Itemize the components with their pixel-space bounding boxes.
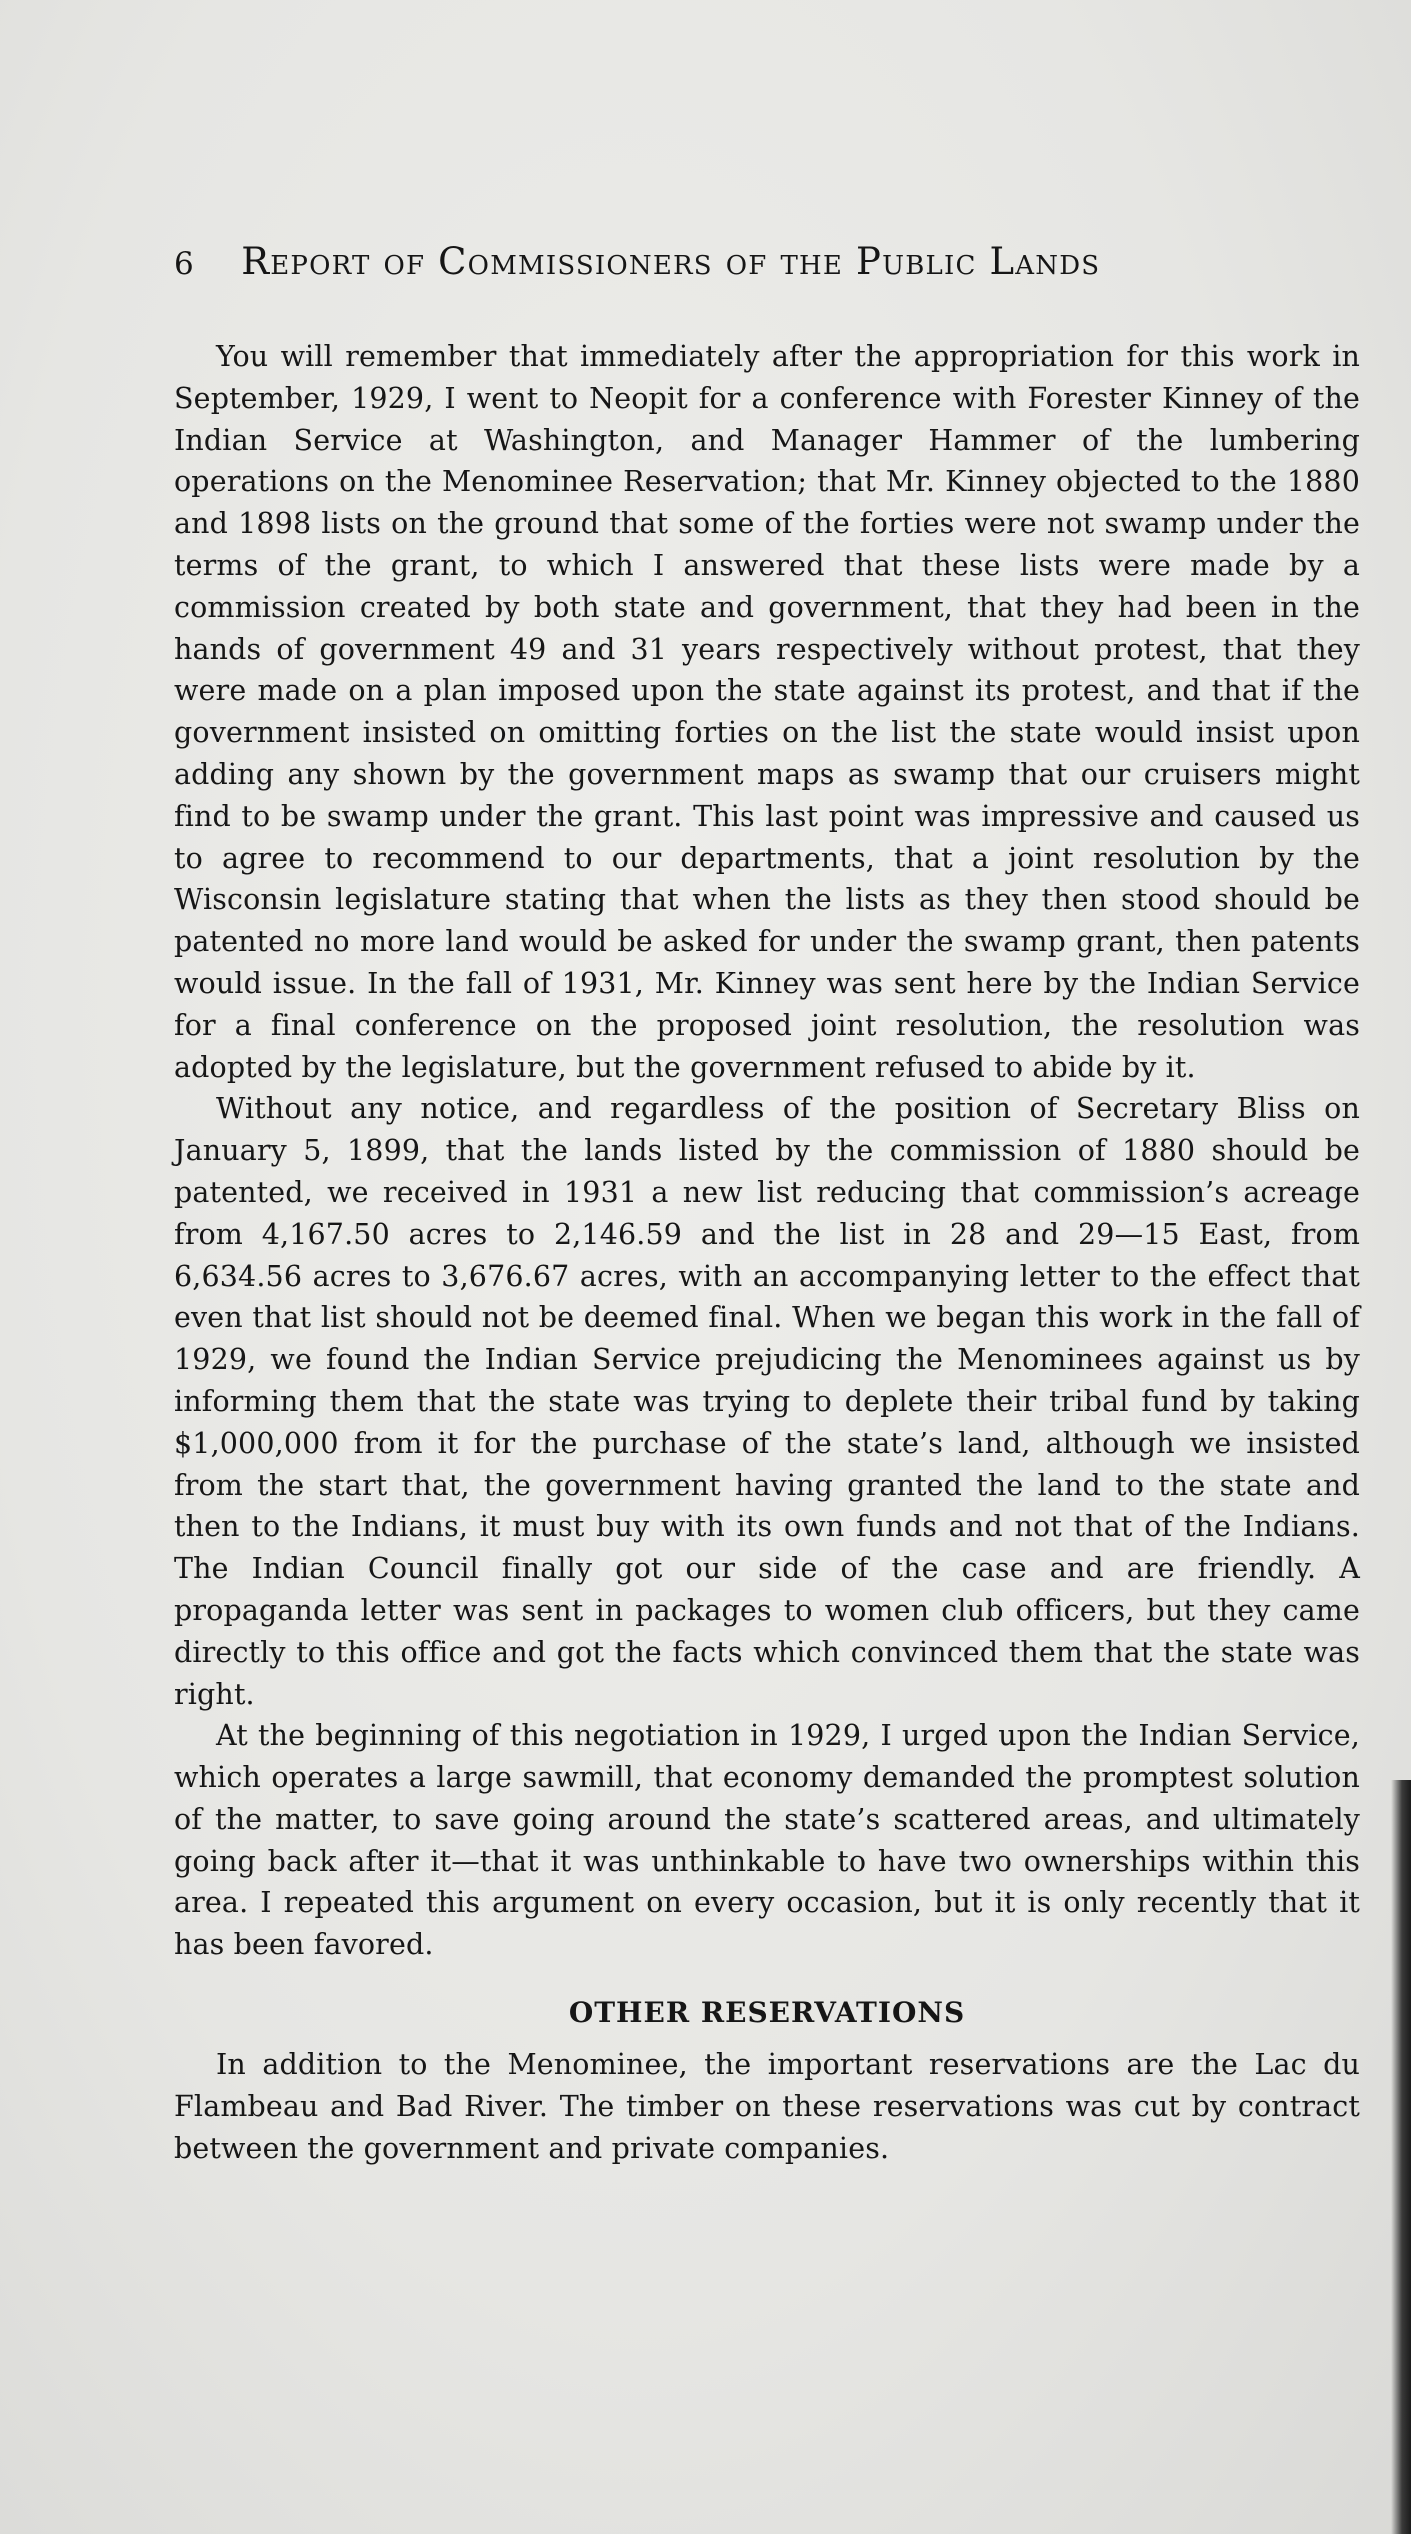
paragraph: In addition to the Menominee, the important reservations are the Lac du Flambeau and Bad River. The timber on these reservations was cut by contract between the government and private companies. (174, 2048, 1360, 2165)
paragraph: Without any notice, and regardless of the position of Secretary Bliss on January 5, 1899, that the lands listed by the commission of 1880 should be patented, we received in 1931 a new list reducing that commission’s acreage from 4,167.50 acres to 2,146.59 and the list in 28 and 29—15 East, from 6,634.56 acres to 3,676.67 acres, with an accompanying letter to the effect that even that list should not be deemed final. When we began this work in the fall of 1929, we found the Indian Service prejudicing the Menominees against us by informing them that the state was trying to deplete their tribal fund by taking $1,000,000 from it for the purchase of the state’s land, although we insisted from the start that, the government having granted the land to the state and then to the Indians, it must buy with its own funds and not that of the Indians. The Indian Council finally got our side of the case and are friendly. A propaganda letter was sent in packages to women club officers, but they came directly to this office and got the facts which convinced them that the state was right. (174, 1092, 1360, 1711)
body-text (174, 336, 1360, 2169)
page-edge-shadow (1391, 1780, 1411, 2534)
running-title: Report of Commissioners of the Public Lands (241, 240, 1101, 283)
page-number: 6 (174, 246, 195, 282)
page-header (174, 240, 1294, 290)
paragraph: At the beginning of this negotiation in 1929, I urged upon the Indian Service, which operates a large sawmill, that economy demanded the promptest solution of the matter, to save going around the state’s scattered areas, and ultimately going back after it—that it was unthinkable to have two ownerships within this area. I repeated this argument on every occasion, but it is only recently that it has been favored. (174, 1719, 1360, 1962)
section-heading: OTHER RESERVATIONS (568, 1996, 966, 2030)
paragraph: You will remember that immediately after the appropriation for this work in September, 1929, I went to Neopit for a conference with Forester Kinney of the Indian Service at Washington, and Manager Hammer of the lumbering operations on the Menominee Reservation; that Mr. Kinney objected to the 1880 and 1898 lists on the ground that some of the forties were not swamp under the terms of the grant, to which I answered that these lists were made by a commission created by both state and government, that they had been in the hands of government 49 and 31 years respectively without protest, that they were made on a plan imposed upon the state against its protest, and that if the government insisted on omitting forties on the list the state would insist upon adding any shown by the government maps as swamp that our cruisers might find to be swamp under the grant. This last point was impressive and caused us to agree to recommend to our departments, that a joint resolution by the Wisconsin legislature stating that when the lists as they then stood should be patented no more land would be asked for under the swamp grant, then patents would issue. In the fall of 1931, Mr. Kinney was sent here by the Indian Service for a final conference on the proposed joint resolution, the resolution was adopted by the legislature, but the government refused to abide by it. (174, 340, 1360, 1084)
